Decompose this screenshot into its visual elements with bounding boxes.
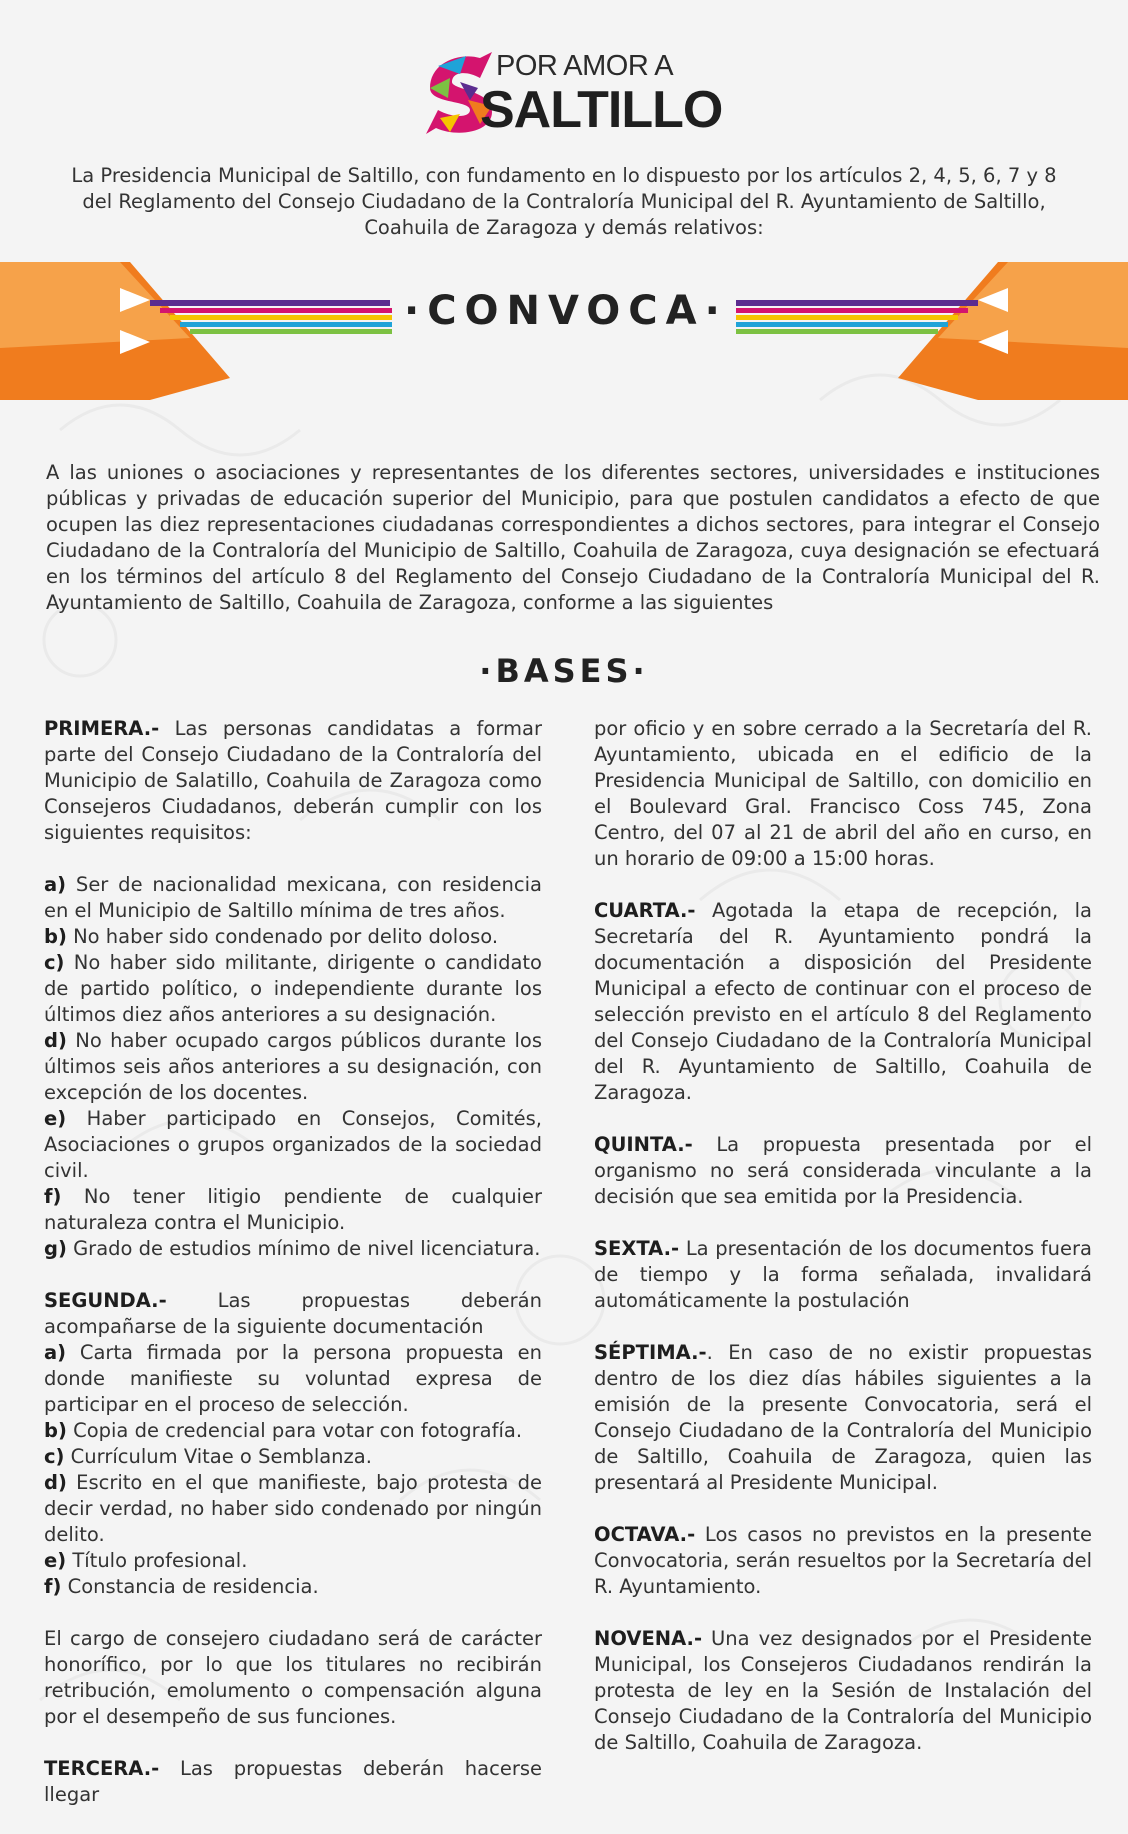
- segunda-text: Las propuestas deberán acompañarse de la siguiente documentación: [44, 1289, 542, 1338]
- item-key: f): [44, 1185, 62, 1208]
- list-item: [44, 1574, 542, 1600]
- item-text: No haber sido militante, dirigente o candidato de partido político, o independiente durante los últimos diez años anteriores a su designación.: [44, 951, 542, 1026]
- septima-section: [594, 1340, 1092, 1496]
- item-key: d): [44, 1471, 67, 1494]
- item-text: Ser de nacionalidad mexicana, con residencia en el Municipio de Saltillo mínima de tres años.: [44, 873, 542, 922]
- item-key: d): [44, 1029, 67, 1052]
- list-item: [44, 1470, 542, 1548]
- list-item: [44, 950, 542, 1028]
- bases-heading: ·BASES·: [479, 652, 649, 690]
- tercera-continued: por oficio y en sobre cerrado a la Secretaría del R. Ayuntamiento, ubicada en el edificio de la Presidencia Municipal de Saltillo, con domicilio en el Boulevard Gral. Francisco Coss 745, Zona Centro, del 07 al 21 de abril del año en curso, en un horario de 09:00 a 15:00 horas.: [594, 717, 1092, 870]
- octava-section: [594, 1522, 1092, 1600]
- intro-text: La Presidencia Municipal de Saltillo, con fundamento en lo dispuesto por los artículos 2, 4, 5, 6, 7 y 8 del Reglamento del Consejo Ciudadano de la Contraloría Municipal del R. Ayuntamiento de Saltillo, Coahuila de Zaragoza y demás relativos:: [71, 164, 1057, 239]
- segunda-section: [44, 1288, 542, 1600]
- segunda-intro: [44, 1288, 542, 1340]
- list-item: [44, 1106, 542, 1184]
- item-key: e): [44, 1107, 67, 1130]
- item-key: b): [44, 925, 67, 948]
- quinta-section: [594, 1132, 1092, 1210]
- item-text: Currículum Vitae o Semblanza.: [64, 1445, 372, 1468]
- logo: [420, 44, 723, 140]
- list-item: [44, 1444, 542, 1470]
- item-text: Escrito en el que manifieste, bajo protesta de decir verdad, no haber sido condenado por ningún delito.: [44, 1471, 542, 1546]
- item-key: e): [44, 1549, 67, 1572]
- list-item: [44, 1340, 542, 1418]
- item-text: Título profesional.: [66, 1549, 248, 1572]
- item-text: No tener litigio pendiente de cualquier naturaleza contra el Municipio.: [44, 1185, 542, 1234]
- list-item: [44, 872, 542, 924]
- item-text: Grado de estudios mínimo de nivel licenciatura.: [66, 1237, 541, 1260]
- list-item: [44, 924, 542, 950]
- item-text: No haber sido condenado por delito doloso.: [66, 925, 499, 948]
- tercera-text: Las propuestas deberán hacerse llegar: [44, 1757, 542, 1806]
- sexta-label: SEXTA.-: [594, 1237, 680, 1260]
- item-key: c): [44, 951, 65, 974]
- item-key: b): [44, 1419, 67, 1442]
- novena-section: [594, 1626, 1092, 1756]
- list-item: [44, 1184, 542, 1236]
- sexta-section: [594, 1236, 1092, 1314]
- list-item: [44, 1028, 542, 1106]
- primera-label: PRIMERA.-: [44, 717, 160, 740]
- item-key: g): [44, 1237, 67, 1260]
- cuarta-text: Agotada la etapa de recepción, la Secretaría del R. Ayuntamiento pondrá la documentación a disposición del Presidente Municipal a efecto de continuar con el proceso de selección previsto en el artículo 8 del Reglamento del Consejo Ciudadano de la Contraloría Municipal del R. Ayuntamiento de Saltillo, Coahuila de Zaragoza.: [594, 899, 1092, 1104]
- novena-text: Una vez designados por el Presidente Municipal, los Consejeros Ciudadanos rendirán la protesta de ley en la Sesión de Instalación del Consejo Ciudadano de la Contraloría del Municipio de Saltillo, Coahuila de Zaragoza.: [594, 1627, 1092, 1754]
- quinta-label: QUINTA.-: [594, 1133, 693, 1156]
- logo-line-2: SALTILLO: [480, 81, 723, 139]
- cuarta-label: CUARTA.-: [594, 899, 696, 922]
- octava-text: Los casos no previstos en la presente Convocatoria, serán resueltos por la Secretaría del R. Ayuntamiento.: [594, 1523, 1092, 1598]
- item-key: c): [44, 1445, 65, 1468]
- logo-line-1: POR AMOR A: [496, 50, 674, 82]
- item-key: a): [44, 873, 67, 896]
- cuarta-section: [594, 898, 1092, 1106]
- primera-requirements: [44, 872, 542, 1262]
- item-text: Copia de credencial para votar con fotografía.: [66, 1419, 523, 1442]
- octava-label: OCTAVA.-: [594, 1523, 696, 1546]
- item-text: Constancia de residencia.: [61, 1575, 319, 1598]
- sexta-text: La presentación de los documentos fuera de tiempo y la forma señalada, invalidará automáticamente la postulación: [594, 1237, 1092, 1312]
- quinta-text: La propuesta presentada por el organismo no será considerada vinculante a la decisión que sea emitida por la Presidencia.: [594, 1133, 1092, 1208]
- item-text: No haber ocupado cargos públicos durante los últimos seis años anteriores a su designación, con excepción de los docentes.: [44, 1029, 542, 1104]
- honorifico-paragraph: El cargo de consejero ciudadano será de carácter honorífico, por lo que los titulares no recibirán retribución, emolumento o compensación alguna por el desempeño de sus funciones.: [44, 1627, 542, 1728]
- item-text: Haber participado en Consejos, Comités, Asociaciones o grupos organizados de la sociedad civil.: [44, 1107, 542, 1182]
- item-text: Carta firmada por la persona propuesta en donde manifieste su voluntad expresa de participar en el proceso de selección.: [44, 1341, 542, 1416]
- segunda-label: SEGUNDA.-: [44, 1289, 167, 1312]
- list-item: [44, 1418, 542, 1444]
- primera-section: [44, 716, 542, 846]
- item-key: f): [44, 1575, 62, 1598]
- list-item: [44, 1236, 542, 1262]
- right-column: [594, 716, 1092, 1782]
- septima-text: . En caso de no existir propuestas dentro de los diez días hábiles siguientes a la emisión de la presente Convocatoria, será el Consejo Ciudadano de la Contraloría del Municipio de Saltillo, Coahuila de Zaragoza, quien las presentará al Presidente Municipal.: [594, 1341, 1092, 1494]
- main-paragraph: A las uniones o asociaciones y representantes de los diferentes sectores, universidades e instituciones públicas y privadas de educación superior del Municipio, para que postulen candidatos a efecto de que ocupen las diez representaciones ciudadanas correspondientes a dichos sectores, para integrar el Consejo Ciudadano de la Contraloría del Municipio de Saltillo, Coahuila de Zaragoza, cuya designación se efectuará en los términos del artículo 8 del Reglamento del Consejo Ciudadano de la Contraloría Municipal del R. Ayuntamiento de Saltillo, Coahuila de Zaragoza, conforme a las siguientes: [46, 461, 1100, 614]
- left-column: [44, 716, 542, 1834]
- tercera-section: [44, 1756, 542, 1808]
- novena-label: NOVENA.-: [594, 1627, 703, 1650]
- list-item: [44, 1548, 542, 1574]
- convoca-heading: ·CONVOCA·: [404, 288, 728, 334]
- septima-label: SÉPTIMA.-: [594, 1341, 707, 1364]
- primera-text: Las personas candidatas a formar parte del Consejo Ciudadano de la Contraloría del Municipio de Salatillo, Coahuila de Zaragoza como Consejeros Ciudadanos, deberán cumplir con los siguientes requisitos:: [44, 717, 542, 844]
- tercera-label: TERCERA.-: [44, 1757, 160, 1780]
- item-key: a): [44, 1341, 67, 1364]
